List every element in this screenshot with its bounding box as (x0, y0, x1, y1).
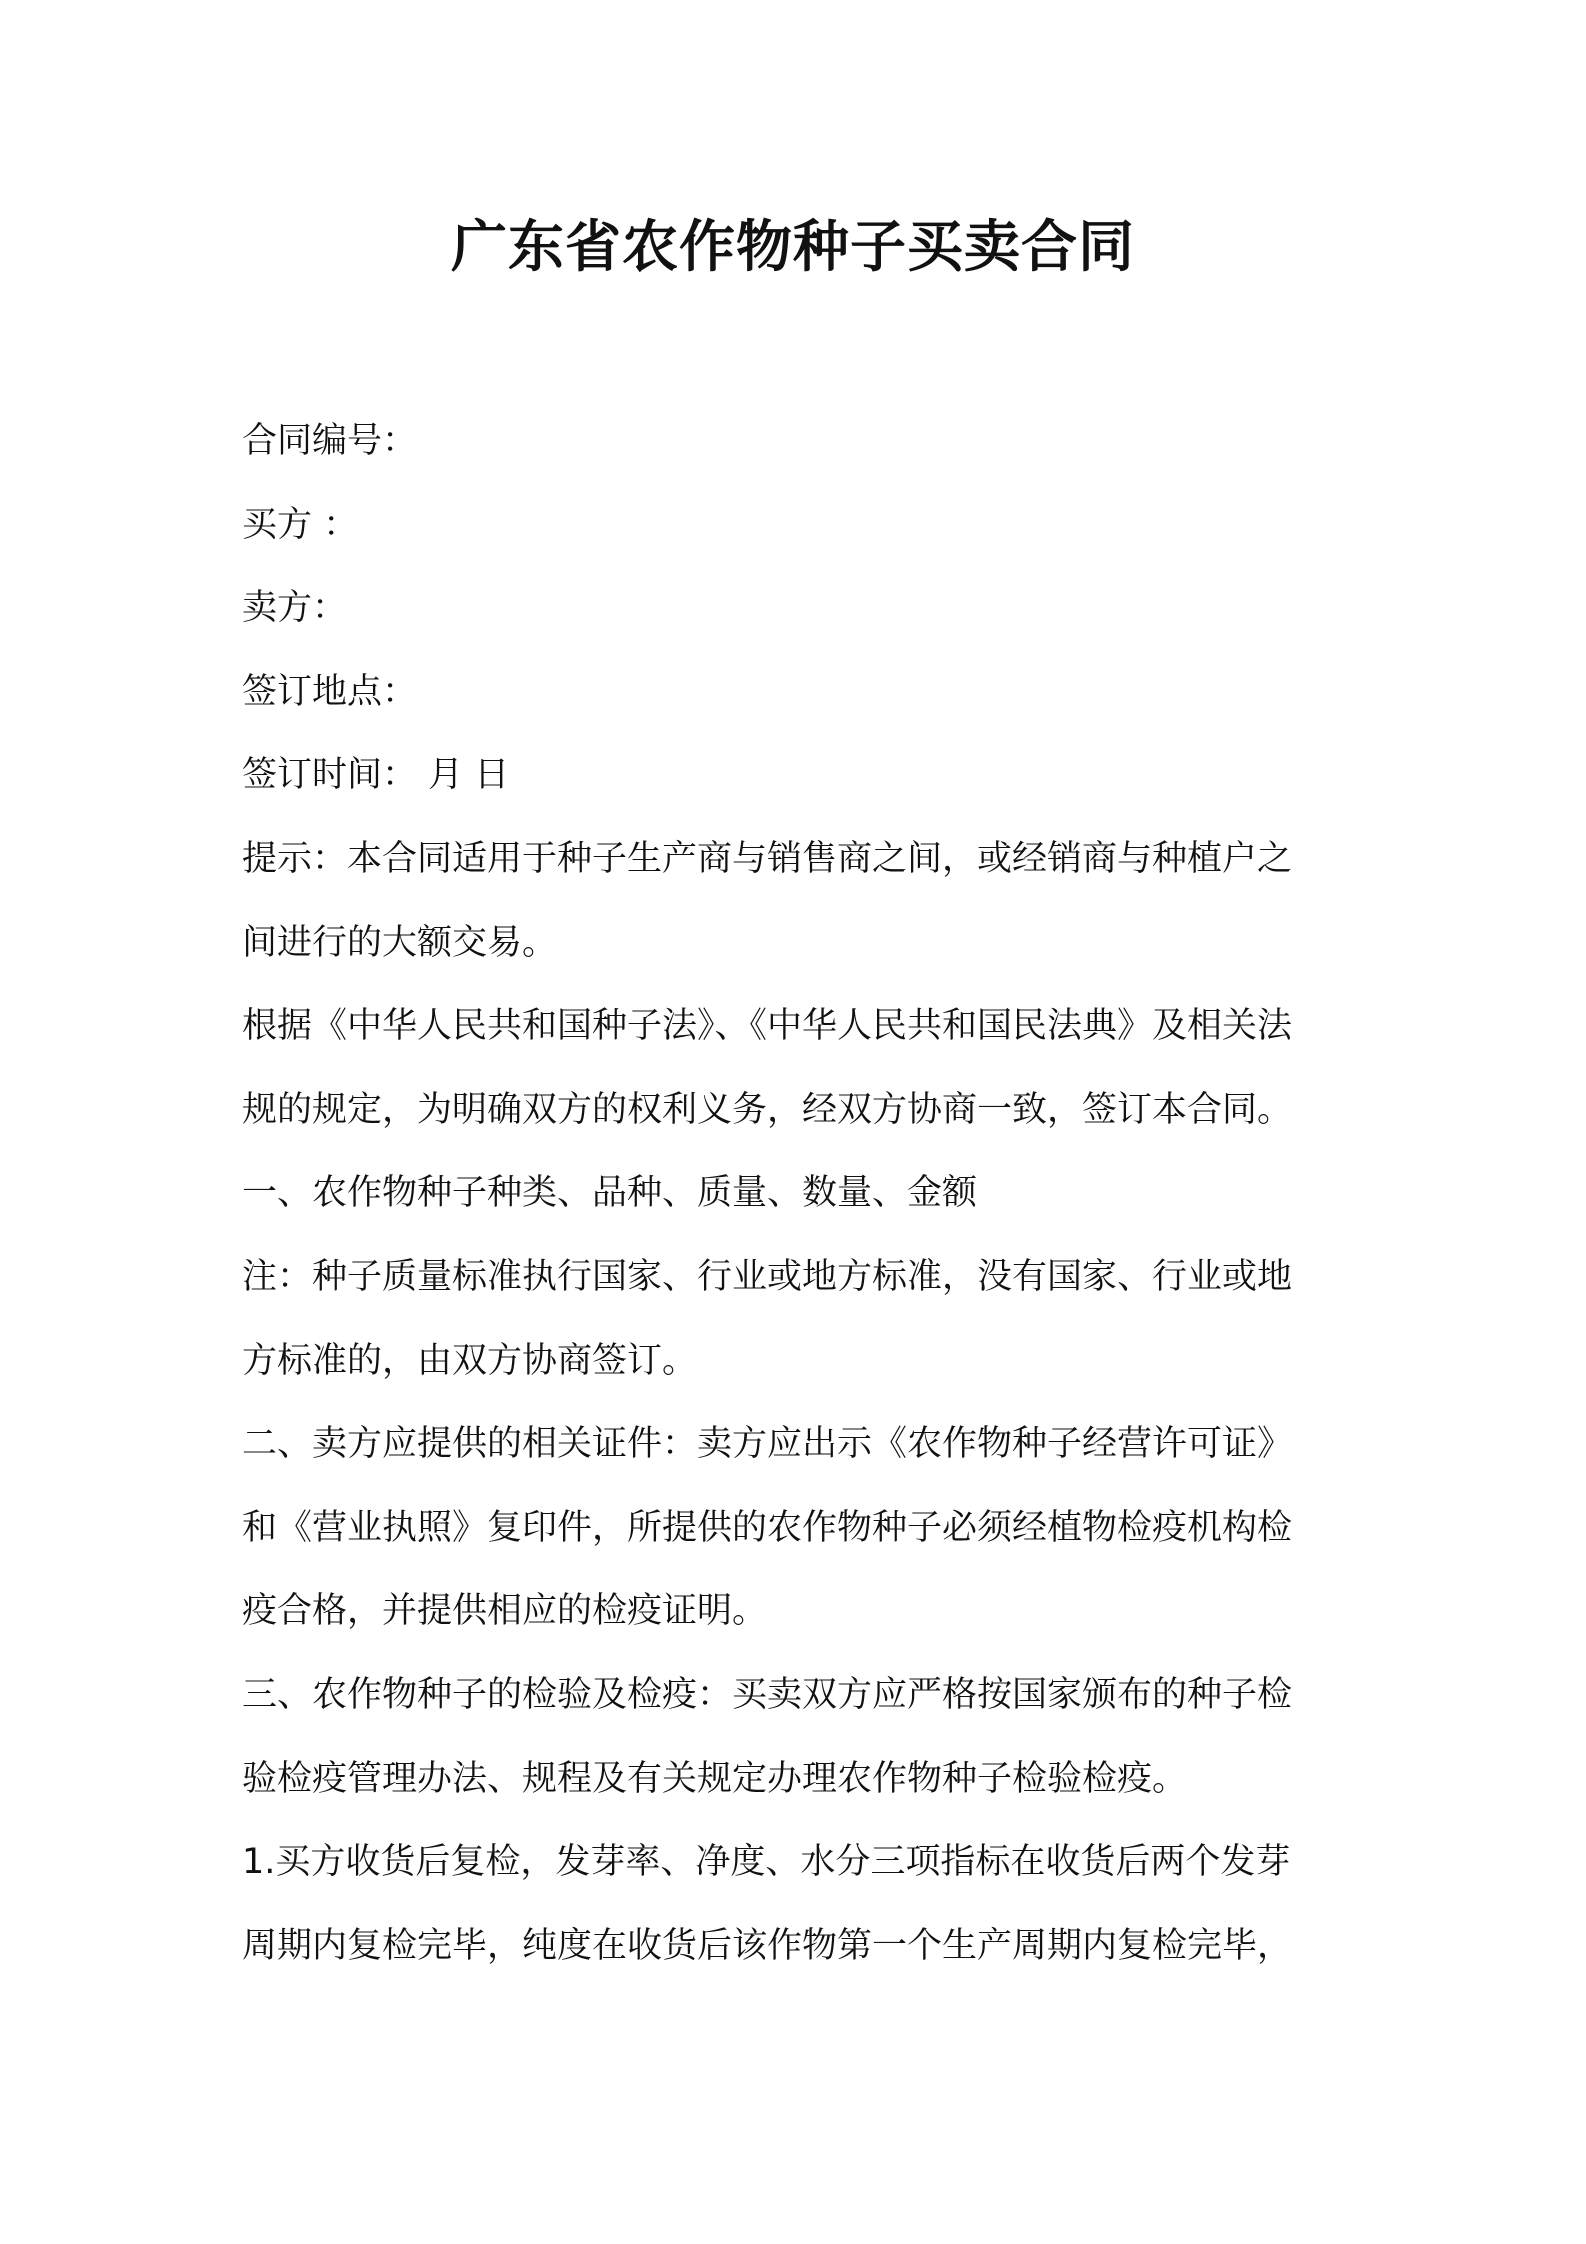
section-2-line-1: 二、卖方应提供的相关证件：卖方应出示《农作物种子经营许可证》 (242, 1424, 1293, 1465)
clause-1-line-1: 1.买方收货后复检，发芽率、净度、水分三项指标在收货后两个发芽 (242, 1842, 1291, 1883)
section-3-line-2: 验检疫管理办法、规程及有关规定办理农作物种子检验检疫。 (242, 1758, 1188, 1799)
notice-line-1: 提示：本合同适用于种子生产商与销售商之间，或经销商与种植户之 (242, 838, 1293, 879)
basis-line-2: 规的规定，为明确双方的权利义务，经双方协商一致，签订本合同。 (242, 1089, 1293, 1130)
seller-line: 卖方： (242, 588, 348, 629)
notice-line-2: 间进行的大额交易。 (242, 922, 558, 963)
section-2-line-2: 和《营业执照》复印件，所提供的农作物种子必须经植物检疫机构检 (242, 1507, 1293, 1548)
buyer-line: 买方 ： (242, 504, 359, 545)
contract-number-line: 合同编号： (242, 421, 418, 461)
section-1-heading: 一、农作物种子种类、品种、质量、数量、金额 (242, 1173, 978, 1214)
note-line-2: 方标准的，由双方协商签订。 (242, 1340, 698, 1381)
document-title: 广东省农作物种子买卖合同 (451, 215, 1135, 280)
note-line-1: 注：种子质量标准执行国家、行业或地方标准，没有国家、行业或地 (242, 1256, 1293, 1297)
signing-place-line: 签订地点： (242, 671, 418, 712)
contract-body (242, 400, 1352, 1988)
clause-1-line-2: 周期内复检完毕，纯度在收货后该作物第一个生产周期内复检完毕， (242, 1925, 1293, 1966)
basis-line-1: 根据《中华人民共和国种子法》、《中华人民共和国民法典》及相关法 (242, 1006, 1293, 1047)
signing-date-line: 签订时间： 月 日 (242, 755, 510, 796)
section-3-line-1: 三、农作物种子的检验及检疫：买卖双方应严格按国家颁布的种子检 (242, 1674, 1293, 1715)
section-2-line-3: 疫合格，并提供相应的检疫证明。 (242, 1591, 768, 1632)
